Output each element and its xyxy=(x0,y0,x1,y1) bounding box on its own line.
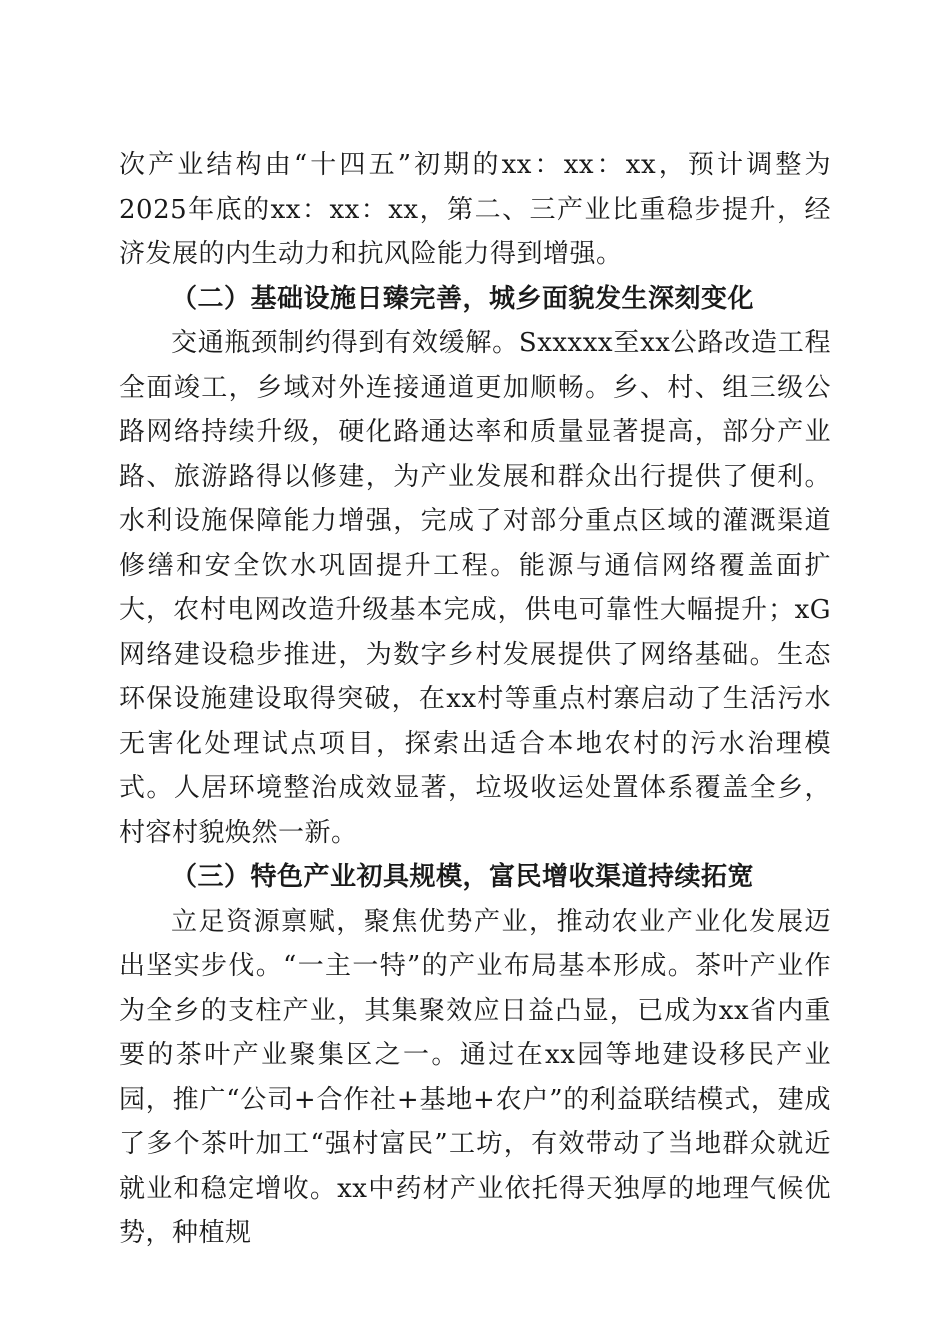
paragraph-industry: 立足资源禀赋，聚焦优势产业，推动农业产业化发展迈出坚实步伐。“一主一特”的产业布局基本形成。茶叶产业作为全乡的支柱产业，其集聚效应日益凸显，已成为xx省内重要的茶叶产业聚集区之一。通过在xx园等地建设移民产业园，推广“公司+合作社+基地+农户”的利益联结模式，建成了多个茶叶加工“强村富民”工坊，有效带动了当地群众就近就业和稳定增收。xx中药材产业依托得天独厚的地理气候优势，种植规 xyxy=(119,906,831,1248)
section-heading-industry: （三）特色产业初具规模，富民增收渠道持续拓宽 xyxy=(171,862,755,892)
paragraph-infrastructure: 交通瓶颈制约得到有效缓解。Sxxxxx至xx公路改造工程全面竣工，乡域对外连接通道更加顺畅。乡、村、组三级公路网络持续升级，硬化路通达率和质量显著提高，部分产业路、旅游路得以修建，为产业发展和群众出行提供了便利。水利设施保障能力增强，完成了对部分重点区域的灌溉渠道修缮和安全饮水巩固提升工程。能源与通信网络覆盖面扩大，农村电网改造升级基本完成，供电可靠性大幅提升；xG网络建设稳步推进，为数字乡村发展提供了网络基础。生态环保设施建设取得突破，在xx村等重点村寨启动了生活污水无害化处理试点项目，探索出适合本地农村的污水治理模式。人居环境整治成效显著，垃圾收运处置体系覆盖全乡，村容村貌焕然一新。 xyxy=(119,328,831,848)
document-body xyxy=(119,143,831,1256)
continuation-paragraph: 次产业结构由“十四五”初期的xx：xx：xx，预计调整为2025年底的xx：xx：xx，第二、三产业比重稳步提升，经济发展的内生动力和抗风险能力得到增强。 xyxy=(119,150,831,269)
section-heading-infrastructure: （二）基础设施日臻完善，城乡面貌发生深刻变化 xyxy=(171,283,755,314)
